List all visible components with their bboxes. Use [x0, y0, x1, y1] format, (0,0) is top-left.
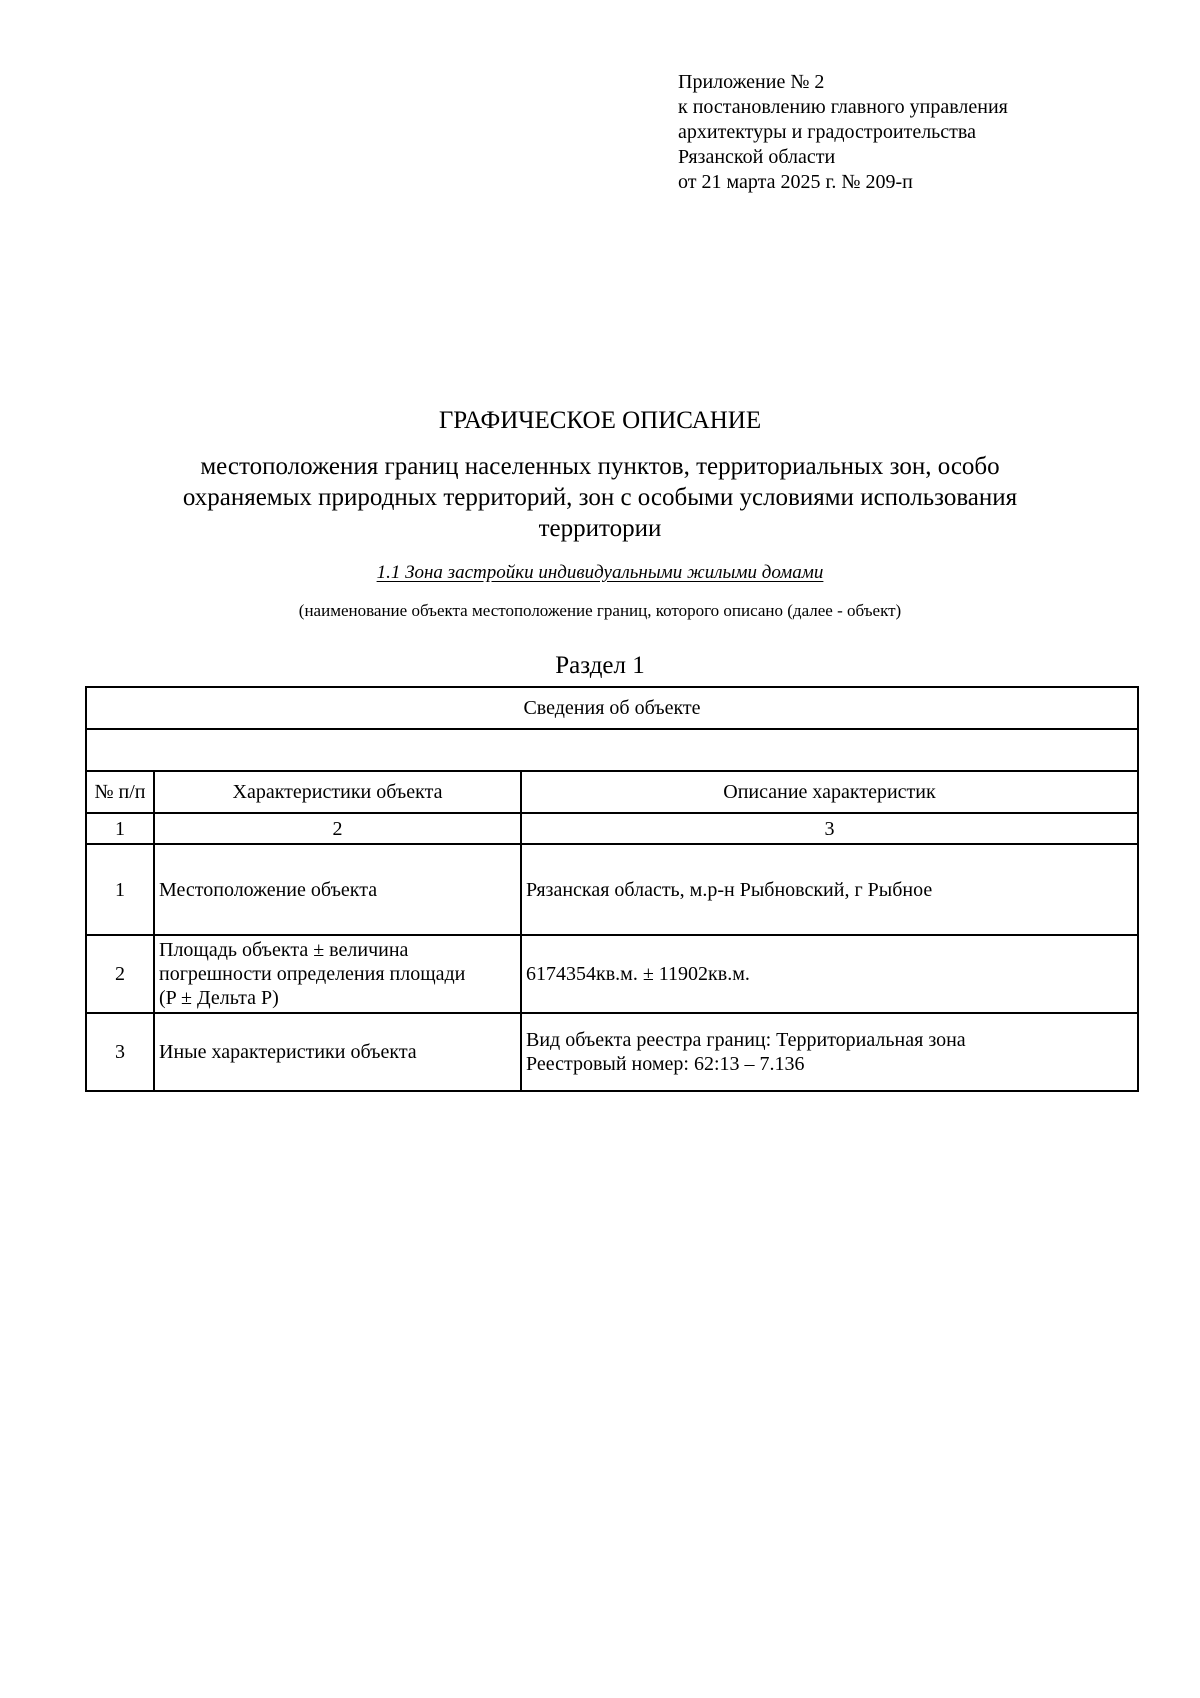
- table-row: [86, 844, 1138, 935]
- characteristic-line: погрешности определения площади: [159, 963, 466, 985]
- row-number: 3: [86, 1013, 154, 1091]
- object-name-text: 1.1 Зона застройки индивидуальными жилыми домами: [376, 562, 824, 583]
- header-number: № п/п: [86, 771, 154, 813]
- table-column-numbers-row: [86, 813, 1138, 844]
- row-characteristic: [154, 935, 521, 1013]
- subtitle-line: местоположения границ населенных пунктов, территориальных зон, особо: [200, 453, 1000, 480]
- description-line: Рязанская область, м.р-н Рыбновский, г Рыбное: [526, 878, 933, 901]
- characteristic-line: Местоположение объекта: [159, 878, 378, 901]
- table-empty-row: [86, 729, 1138, 771]
- column-number: 1: [86, 813, 154, 844]
- table-header-row: [86, 771, 1138, 813]
- appendix-line: Приложение № 2: [678, 71, 825, 93]
- description-line: 6174354кв.м. ± 11902кв.м.: [526, 963, 750, 985]
- document-title: ГРАФИЧЕСКОЕ ОПИСАНИЕ: [438, 407, 762, 434]
- appendix-line: к постановлению главного управления: [678, 96, 1008, 118]
- object-note: (наименование объекта местоположение границ, которого описано (далее - объект): [298, 601, 902, 620]
- row-number: 1: [86, 844, 154, 935]
- subtitle-line: территории: [538, 515, 662, 542]
- header-description: Описание характеристик: [521, 771, 1138, 813]
- column-number: 3: [521, 813, 1138, 844]
- description-line: Вид объекта реестра границ: Территориальная зона: [526, 1029, 966, 1051]
- appendix-block: [678, 70, 1008, 195]
- table-row: [86, 1013, 1138, 1091]
- section-title: Раздел 1: [555, 652, 645, 679]
- table-row: [86, 935, 1138, 1013]
- object-info-table: [85, 686, 1139, 1092]
- characteristic-line: Иные характеристики объекта: [159, 1041, 417, 1063]
- subtitle-line: охраняемых природных территорий, зон с особыми условиями использования: [182, 484, 1018, 511]
- description-line: Реестровый номер: 62:13 – 7.136: [526, 1053, 805, 1075]
- appendix-line: Рязанской области: [678, 146, 836, 168]
- appendix-line: от 21 марта 2025 г. № 209-п: [678, 171, 913, 193]
- row-characteristic: [154, 1013, 521, 1091]
- object-name: [0, 561, 1200, 585]
- table-empty-cell: [86, 729, 1138, 771]
- appendix-line: архитектуры и градостроительства: [678, 121, 976, 143]
- column-number: 2: [154, 813, 521, 844]
- row-description: [521, 844, 1138, 935]
- row-description: [521, 935, 1138, 1013]
- header-characteristics: Характеристики объекта: [154, 771, 521, 813]
- row-characteristic: [154, 844, 521, 935]
- document-subtitle: [100, 451, 1100, 544]
- row-description: [521, 1013, 1138, 1091]
- characteristic-line: (P ± Дельта P): [159, 987, 279, 1009]
- table-caption: Сведения об объекте: [86, 687, 1138, 729]
- table-caption-row: [86, 687, 1138, 729]
- characteristic-line: Площадь объекта ± величина: [159, 939, 409, 961]
- row-number: 2: [86, 935, 154, 1013]
